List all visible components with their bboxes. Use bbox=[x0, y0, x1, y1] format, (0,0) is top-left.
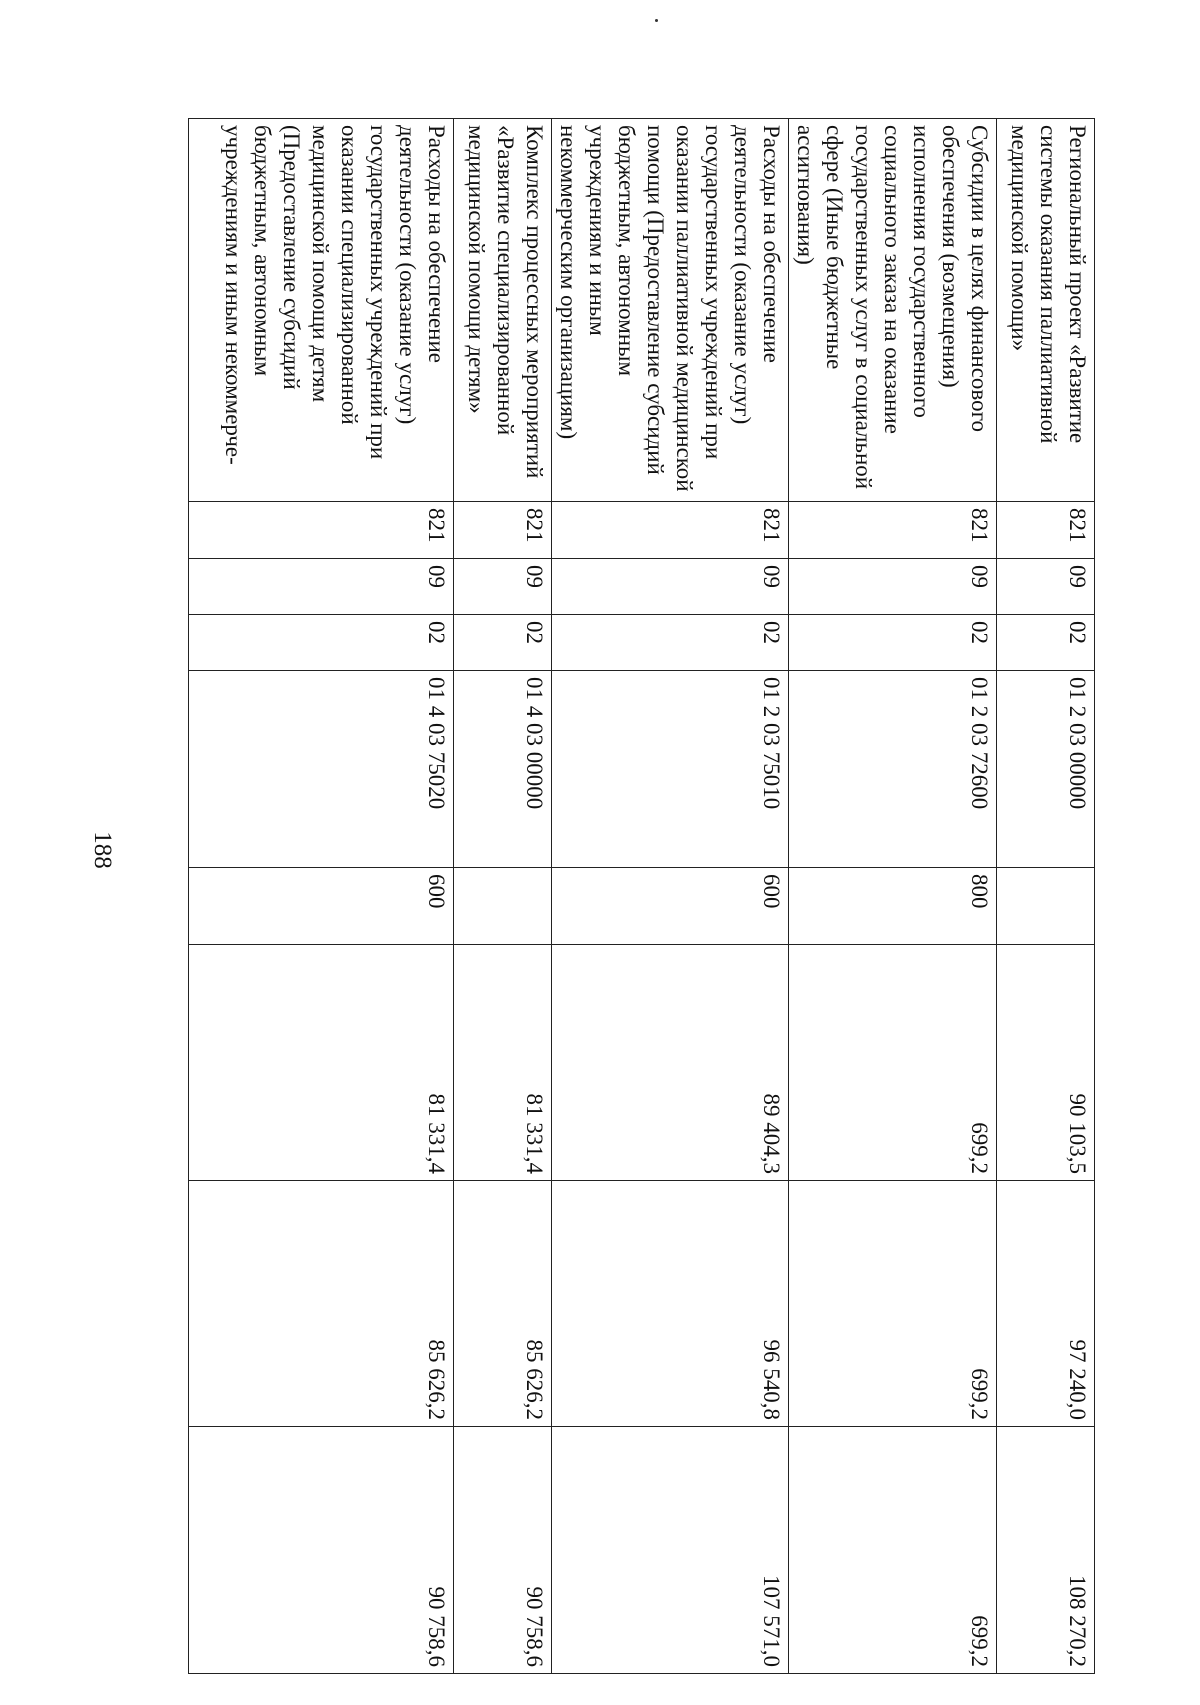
amount-year-3: 90 758,6 bbox=[189, 1427, 454, 1674]
budget-table bbox=[188, 118, 1095, 1674]
amount-year-1: 81 331,4 bbox=[189, 945, 454, 1181]
amount-year-3: 699,2 bbox=[789, 1427, 997, 1674]
section-code: 09 bbox=[552, 559, 789, 615]
expense-name: Расходы на обеспечение деятельности (оказание услуг) государственных учреждений при оказании паллиативной медицинской помощи (Предоставление субсидий бюджетным, автономным учреждениям и иным некоммерческим организациям) bbox=[552, 119, 789, 502]
expense-type-code: 600 bbox=[189, 868, 454, 945]
page-number: 188 bbox=[89, 831, 116, 869]
amount-year-1: 89 404,3 bbox=[552, 945, 789, 1181]
ministry-code: 821 bbox=[189, 502, 454, 559]
ministry-code: 821 bbox=[789, 502, 997, 559]
section-code: 09 bbox=[789, 559, 997, 615]
subsection-code: 02 bbox=[997, 615, 1095, 671]
amount-year-2: 699,2 bbox=[789, 1181, 997, 1427]
section-code: 09 bbox=[997, 559, 1095, 615]
amount-year-2: 97 240,0 bbox=[997, 1181, 1095, 1427]
table-row bbox=[552, 119, 789, 1674]
amount-year-3: 108 270,2 bbox=[997, 1427, 1095, 1674]
amount-year-2: 85 626,2 bbox=[189, 1181, 454, 1427]
amount-year-1: 81 331,4 bbox=[454, 945, 552, 1181]
ministry-code: 821 bbox=[997, 502, 1095, 559]
amount-year-1: 90 103,5 bbox=[997, 945, 1095, 1181]
expense-type-code: 600 bbox=[552, 868, 789, 945]
section-code: 09 bbox=[189, 559, 454, 615]
table-row bbox=[997, 119, 1095, 1674]
table-row bbox=[454, 119, 552, 1674]
amount-year-3: 90 758,6 bbox=[454, 1427, 552, 1674]
ministry-code: 821 bbox=[552, 502, 789, 559]
amount-year-3: 107 571,0 bbox=[552, 1427, 789, 1674]
scan-speck bbox=[655, 19, 658, 22]
target-code: 01 4 03 75020 bbox=[189, 671, 454, 868]
ministry-code: 821 bbox=[454, 502, 552, 559]
expense-type-code: 800 bbox=[789, 868, 997, 945]
target-code: 01 2 03 75010 bbox=[552, 671, 789, 868]
subsection-code: 02 bbox=[789, 615, 997, 671]
table-row bbox=[789, 119, 997, 1674]
expense-type-code bbox=[997, 868, 1095, 945]
target-code: 01 2 03 00000 bbox=[997, 671, 1095, 868]
expense-name: Комплекс процессных мероприятий «Развитие специализированной медицинской помощи детям» bbox=[454, 119, 552, 502]
amount-year-2: 85 626,2 bbox=[454, 1181, 552, 1427]
expense-type-code bbox=[454, 868, 552, 945]
expense-name: Региональный проект «Развитие системы оказания паллиативной медицинской помощи» bbox=[997, 119, 1095, 502]
subsection-code: 02 bbox=[552, 615, 789, 671]
rotated-page-content bbox=[205, 118, 1095, 1673]
amount-year-2: 96 540,8 bbox=[552, 1181, 789, 1427]
target-code: 01 2 03 72600 bbox=[789, 671, 997, 868]
subsection-code: 02 bbox=[454, 615, 552, 671]
target-code: 01 4 03 00000 bbox=[454, 671, 552, 868]
expense-name: Расходы на обеспечение деятельности (оказание услуг) государственных учреждений при оказании специализированной медицинской помощи детям (Предоставление субсидий бюджетным, автономным учреждениям и иным некоммерче- bbox=[189, 119, 454, 502]
subsection-code: 02 bbox=[189, 615, 454, 671]
section-code: 09 bbox=[454, 559, 552, 615]
table-row bbox=[189, 119, 454, 1674]
amount-year-1: 699,2 bbox=[789, 945, 997, 1181]
expense-name: Субсидии в целях финансового обеспечения (возмещения) исполнения государственного социального заказа на оказание государственных услуг в социальной сфере (Иные бюджетные ассигнования) bbox=[789, 119, 997, 502]
